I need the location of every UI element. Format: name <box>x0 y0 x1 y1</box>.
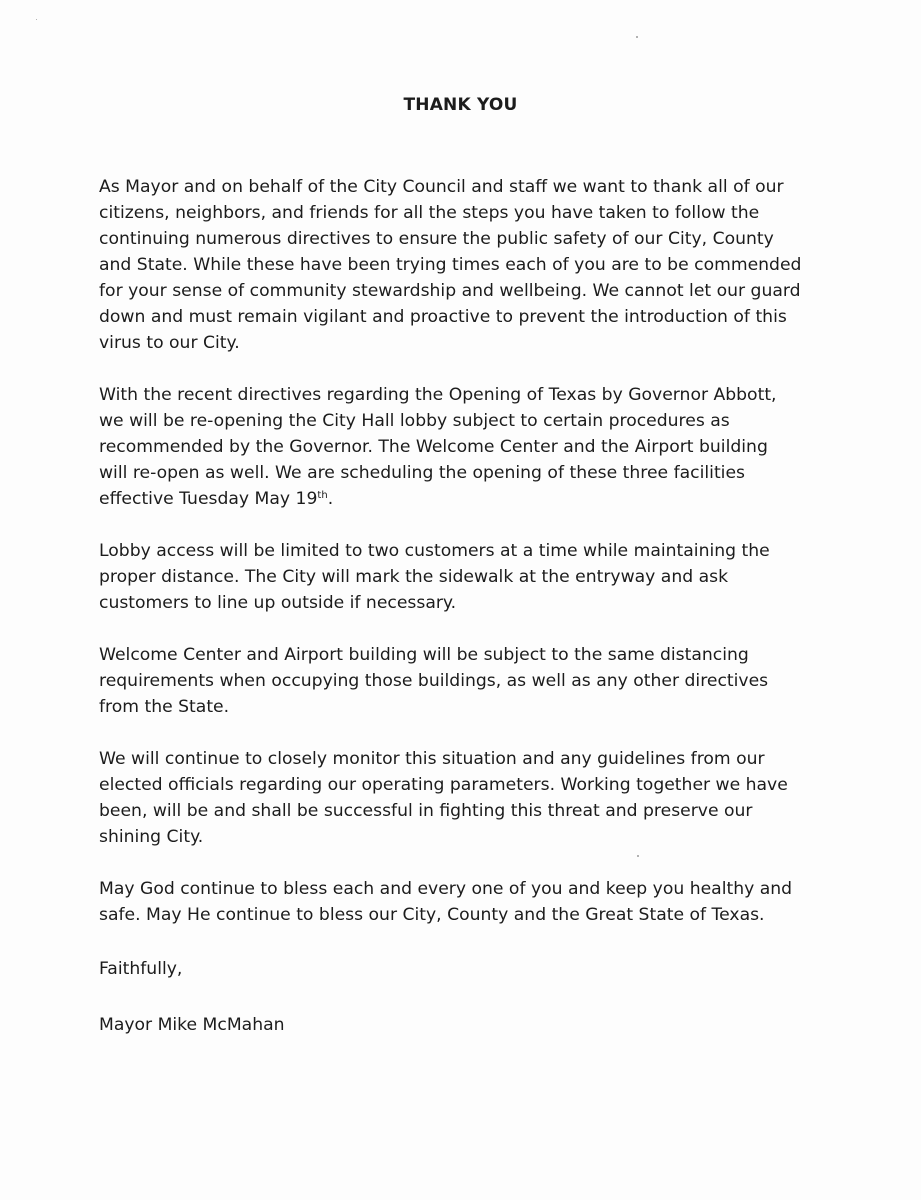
paragraph-line: down and must remain vigilant and proactive to prevent the introduction of this <box>99 307 787 327</box>
paragraph-line: May God continue to bless each and every one of you and keep you healthy and <box>99 879 793 899</box>
signature-name: Mayor Mike McMahan <box>99 1015 285 1035</box>
paragraph-line: been, will be and shall be successful in fighting this threat and preserve our <box>99 801 753 821</box>
paragraph-line: elected officials regarding our operating parameters. Working together we have <box>99 775 788 795</box>
paragraph-line: from the State. <box>99 697 230 717</box>
paragraph-monitoring <box>99 746 814 850</box>
paragraph-line: requirements when occupying those buildings, as well as any other directives <box>99 671 769 691</box>
scan-speck <box>36 19 37 20</box>
paragraph-line: safe. May He continue to bless our City, County and the Great State of Texas. <box>99 905 765 925</box>
paragraph-line: citizens, neighbors, and friends for all the steps you have taken to follow the <box>99 203 760 223</box>
paragraph-distancing <box>99 642 814 720</box>
paragraph-line: As Mayor and on behalf of the City Council and staff we want to thank all of our <box>99 177 784 197</box>
paragraph-line: With the recent directives regarding the Opening of Texas by Governor Abbott, <box>99 385 777 405</box>
scan-speck <box>637 855 639 857</box>
paragraph-line: we will be re-opening the City Hall lobby subject to certain procedures as <box>99 411 730 431</box>
paragraph-line: proper distance. The City will mark the sidewalk at the entryway and ask <box>99 567 729 587</box>
paragraph-line: Welcome Center and Airport building will be subject to the same distancing <box>99 645 749 665</box>
paragraph-blessing <box>99 876 814 928</box>
paragraph-line: and State. While these have been trying times each of you are to be commended <box>99 255 802 275</box>
letter-body <box>99 174 814 954</box>
letter-title: THANK YOU <box>403 95 518 115</box>
date-ordinal-suffix: th <box>317 490 328 501</box>
paragraph-line: shining City. <box>99 827 204 847</box>
date-text: effective Tuesday May 19 <box>99 489 318 509</box>
paragraph-line: recommended by the Governor. The Welcome Center and the Airport building <box>99 437 768 457</box>
paragraph-line: for your sense of community stewardship and wellbeing. We cannot let our guard <box>99 281 801 301</box>
closing-salutation: Faithfully, <box>99 959 183 979</box>
date-period: . <box>327 489 334 509</box>
paragraph-line: virus to our City. <box>99 333 240 353</box>
paragraph-line: We will continue to closely monitor this situation and any guidelines from our <box>99 749 765 769</box>
paragraph-thanks <box>99 174 814 356</box>
paragraph-line-date <box>99 486 814 512</box>
paragraph-reopening <box>99 382 814 512</box>
scan-speck <box>636 36 638 38</box>
paragraph-line: customers to line up outside if necessary. <box>99 593 457 613</box>
paragraph-lobby-access <box>99 538 814 616</box>
paragraph-line: Lobby access will be limited to two customers at a time while maintaining the <box>99 541 770 561</box>
paragraph-line: will re-open as well. We are scheduling the opening of these three facilities <box>99 463 745 483</box>
paragraph-line: continuing numerous directives to ensure the public safety of our City, County <box>99 229 774 249</box>
